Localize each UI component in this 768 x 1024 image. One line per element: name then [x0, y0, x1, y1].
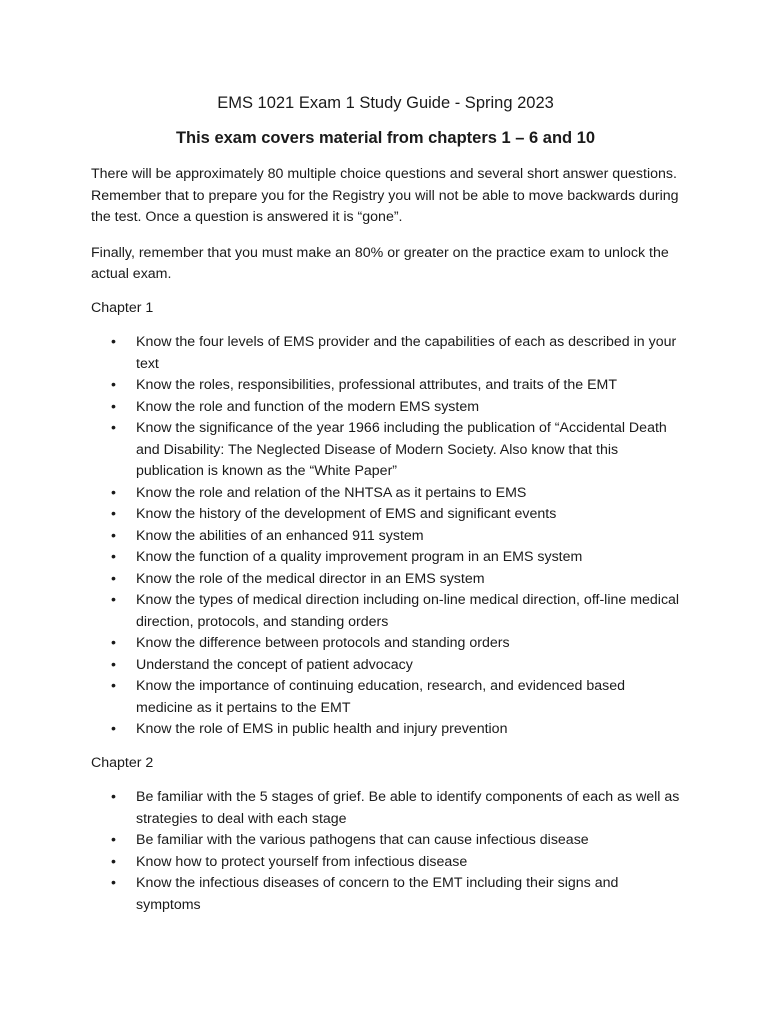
- bullet-icon: •: [111, 398, 116, 415]
- list-item: [111, 787, 680, 830]
- list-item-text: Know the four levels of EMS provider and the capabilities of each as described in your text: [136, 334, 677, 372]
- list-item-text: Know the types of medical direction including on-line medical direction, off-line medical direction, protocols, and standing orders: [136, 592, 680, 630]
- bullet-icon: •: [111, 875, 116, 891]
- list-item-text: Know the function of a quality improvement program in an EMS system: [136, 549, 583, 565]
- practice-exam-paragraph: Finally, remember that you must make an 80% or greater on the practice exam to unlock the actual exam.: [91, 244, 669, 282]
- bullet-icon: •: [111, 592, 116, 608]
- bullet-icon: •: [111, 420, 116, 436]
- list-item-text: Understand the concept of patient advocacy: [136, 656, 413, 673]
- list-item-text: Know the importance of continuing education, research, and evidenced based medicine as it pertains to the EMT: [136, 678, 626, 716]
- list-item: [111, 504, 680, 526]
- bullet-icon: •: [111, 832, 116, 848]
- list-item-text: Know the role of EMS in public health and injury prevention: [136, 721, 508, 737]
- list-item-text: Be familiar with the 5 stages of grief. Be able to identify components of each as well as strategies to deal with each stage: [136, 789, 680, 827]
- list-item: [111, 873, 680, 916]
- list-item-text: Know the roles, responsibilities, professional attributes, and traits of the EMT: [136, 377, 618, 393]
- list-item: [111, 375, 680, 397]
- bullet-icon: •: [111, 570, 116, 587]
- list-item: [111, 830, 680, 852]
- list-item: [111, 852, 680, 874]
- bullet-icon: •: [111, 635, 116, 651]
- bullet-icon: •: [111, 377, 116, 393]
- list-item-text: Know the difference between protocols and standing orders: [136, 635, 510, 651]
- list-item-text: Know how to protect yourself from infectious disease: [136, 853, 468, 870]
- bullet-icon: •: [111, 656, 116, 673]
- list-item: [111, 655, 680, 677]
- bullet-icon: •: [111, 678, 116, 694]
- chapter-2-list: [91, 787, 680, 916]
- chapter-1-list: [91, 332, 680, 741]
- list-item: [111, 397, 680, 419]
- bullet-icon: •: [111, 789, 116, 805]
- list-item: [111, 526, 680, 548]
- document-subtitle: This exam covers material from chapters 1 – 6 and 10: [175, 129, 596, 147]
- list-item: [111, 676, 680, 719]
- list-item-text: Know the significance of the year 1966 including the publication of “Accidental Death and Disability: The Neglected Disease of Modern Society. Also know that this publication is known as the “White Paper”: [136, 420, 667, 479]
- list-item-text: Know the role of the medical director in an EMS system: [136, 570, 485, 587]
- bullet-icon: •: [111, 527, 116, 544]
- bullet-icon: •: [111, 853, 116, 870]
- list-item-text: Know the role and relation of the NHTSA as it pertains to EMS: [136, 484, 527, 501]
- intro-paragraph: There will be approximately 80 multiple choice questions and several short answer questions. Remember that to prepare you for the Registry you will not be able to move backwards during the test. Once a question is answered it is “gone”.: [91, 166, 679, 225]
- chapter-2-section: [91, 753, 680, 917]
- list-item: [111, 590, 680, 633]
- list-item: [111, 332, 680, 375]
- list-item: [111, 569, 680, 591]
- chapter-1-section: [91, 298, 680, 741]
- list-item: [111, 418, 680, 483]
- list-item: [111, 547, 680, 569]
- list-item: [111, 719, 680, 741]
- list-item-text: Be familiar with the various pathogens that can cause infectious disease: [136, 832, 589, 848]
- bullet-icon: •: [111, 334, 116, 350]
- list-item-text: Know the abilities of an enhanced 911 system: [136, 527, 424, 544]
- chapter-2-heading: Chapter 2: [91, 754, 154, 771]
- list-item-text: Know the infectious diseases of concern to the EMT including their signs and symptoms: [136, 875, 619, 913]
- bullet-icon: •: [111, 484, 116, 501]
- bullet-icon: •: [111, 506, 116, 522]
- document-title: EMS 1021 Exam 1 Study Guide - Spring 2023: [217, 94, 554, 112]
- chapter-1-heading: Chapter 1: [91, 299, 154, 316]
- bullet-icon: •: [111, 549, 116, 565]
- list-item: [111, 633, 680, 655]
- bullet-icon: •: [111, 721, 116, 737]
- list-item-text: Know the history of the development of EMS and significant events: [136, 506, 557, 522]
- list-item: [111, 483, 680, 505]
- list-item-text: Know the role and function of the modern EMS system: [136, 398, 480, 415]
